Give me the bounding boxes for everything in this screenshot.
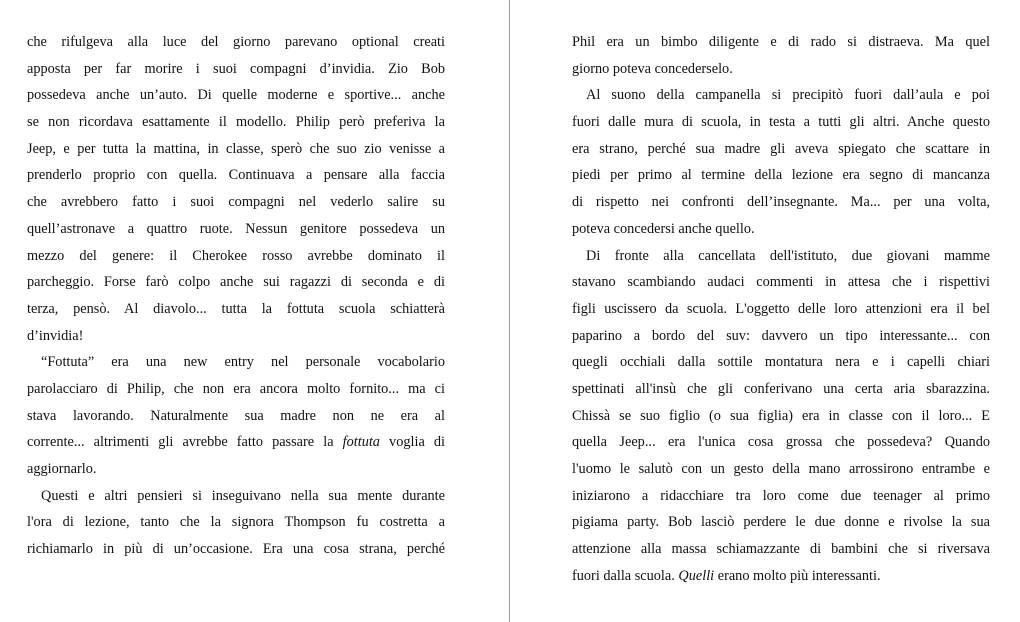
text-segment: Di fronte alla cancellata dell'istituto, due giovani mamme xyxy=(586,247,990,264)
text-line xyxy=(27,189,445,216)
text-segment: parolacciaro di Philip, che non era ancora molto fornito... ma ci xyxy=(27,380,445,397)
text-line xyxy=(572,82,990,109)
text-segment: quell’astronave a quattro ruote. Nessun genitore possedeva un xyxy=(27,220,445,237)
text-line xyxy=(572,243,990,270)
text-segment: erano molto più interessanti. xyxy=(714,567,881,584)
text-line xyxy=(572,349,990,376)
text-segment: richiamarlo in più di un’occasione. Era una cosa strana, perché xyxy=(27,541,445,558)
text-line xyxy=(572,189,990,216)
text-segment: corrente... altrimenti gli avrebbe fatto passare la xyxy=(27,434,343,451)
text-segment: parcheggio. Forse farò colpo anche sui ragazzi di seconda e di xyxy=(27,274,445,291)
text-line xyxy=(572,162,990,189)
text-line xyxy=(572,403,990,430)
text-segment: Jeep, e per tutta la mattina, in classe, sperò che suo zio venisse a xyxy=(27,140,445,157)
text-line xyxy=(27,536,445,563)
text-segment: che avrebbero fatto i suoi compagni nel vederlo salire su xyxy=(27,194,445,211)
text-segment: che rifulgeva alla luce del giorno parevano optional creati xyxy=(27,34,445,50)
text-segment: d’invidia! xyxy=(27,327,84,344)
text-segment: giorno poteva concederselo. xyxy=(572,60,733,77)
text-segment: spettinati all'insù che gli conferivano una certa aria sbarazzina. xyxy=(572,380,990,397)
text-line xyxy=(27,483,445,510)
text-segment: apposta per far morire i suoi compagni d’invidia. Zio Bob xyxy=(27,60,445,77)
text-segment: voglia di xyxy=(379,434,445,451)
text-segment: iniziarono a ridacchiare tra loro come due teenager al primo xyxy=(572,487,990,504)
text-segment: stava lavorando. Naturalmente sua madre non ne era al xyxy=(27,407,445,424)
text-segment: paparino a bordo del suv: davvero un tipo interessante... con xyxy=(572,327,990,344)
text-segment: terza, pensò. Al diavolo... tutta la fottuta scuola schiatterà xyxy=(27,300,445,317)
text-line xyxy=(27,456,445,483)
text-line xyxy=(27,349,445,376)
text-segment: Al suono della campanella si precipitò fuori dall’aula e poi xyxy=(586,87,990,104)
text-line xyxy=(572,29,990,56)
text-line xyxy=(572,323,990,350)
italic-text: fottuta xyxy=(342,434,380,451)
text-segment: se non ricordava esattamente il modello. Philip però preferiva la xyxy=(27,114,445,131)
text-line xyxy=(27,56,445,83)
text-line xyxy=(572,269,990,296)
text-line xyxy=(27,162,445,189)
text-line xyxy=(27,509,445,536)
text-line xyxy=(27,136,445,163)
text-segment: aggiornarlo. xyxy=(27,461,97,477)
text-line xyxy=(572,509,990,536)
text-segment: era strano, perché sua madre gli aveva spiegato che scattare in xyxy=(572,140,990,157)
text-segment: pigiama party. Bob lasciò perdere le due donne e rivolse la sua xyxy=(572,514,990,531)
text-line xyxy=(27,109,445,136)
text-segment: figli uscissero da scuola. L'oggetto delle loro attenzioni era il bel xyxy=(572,300,990,317)
text-line xyxy=(27,403,445,430)
text-segment: fuori dalle mura di scuola, in testa a tutti gli altri. Anche questo xyxy=(572,114,990,131)
text-line xyxy=(572,109,990,136)
italic-text: Quelli xyxy=(678,567,715,584)
left-page xyxy=(27,29,445,563)
text-line xyxy=(27,82,445,109)
text-line xyxy=(572,429,990,456)
text-segment: fuori dalla scuola. xyxy=(572,567,679,584)
text-line xyxy=(27,243,445,270)
text-line xyxy=(27,269,445,296)
page-divider xyxy=(509,0,510,622)
text-line xyxy=(27,323,445,350)
text-line xyxy=(27,376,445,403)
text-line xyxy=(27,429,445,456)
text-segment: l'ora di lezione, tanto che la signora Thompson fu costretta a xyxy=(27,514,445,531)
text-segment: l'uomo le salutò con un gesto della mano arrossirono entrambe e xyxy=(572,461,990,477)
text-line xyxy=(572,483,990,510)
text-segment: mezzo del genere: il Cherokee rosso avrebbe dominato il xyxy=(27,247,445,264)
text-line xyxy=(572,376,990,403)
text-segment: quella Jeep... era l'unica cosa grossa che possedeva? Quando xyxy=(572,434,990,451)
text-line xyxy=(27,29,445,56)
text-segment: prenderlo proprio con quella. Continuava a pensare alla faccia xyxy=(27,167,445,184)
text-segment: piedi per primo al termine della lezione era segno di mancanza xyxy=(572,167,990,184)
text-segment: di rispetto nei confronti dell’insegnante. Ma... per una volta, xyxy=(572,194,990,211)
text-line xyxy=(27,216,445,243)
text-segment: poteva concedersi anche quello. xyxy=(572,220,755,237)
text-line xyxy=(572,536,990,563)
text-segment: Chissà se suo figlio (o sua figlia) era in classe con il loro... E xyxy=(572,407,990,424)
text-segment: Phil era un bimbo diligente e di rado si distraeva. Ma quel xyxy=(572,34,990,50)
text-segment: attenzione alla massa schiamazzante di bambini che si riversava xyxy=(572,541,990,558)
text-segment: Questi e altri pensieri si inseguivano nella sua mente durante xyxy=(41,487,445,504)
text-line xyxy=(572,296,990,323)
text-line xyxy=(572,216,990,243)
text-line xyxy=(27,296,445,323)
text-line xyxy=(572,56,990,83)
text-segment: “Fottuta” era una new entry nel personale vocabolario xyxy=(41,354,445,371)
text-line xyxy=(572,563,990,590)
text-line xyxy=(572,456,990,483)
right-page xyxy=(572,29,990,589)
text-segment: quegli occhiali dalla sottile montatura nera e i capelli chiari xyxy=(572,354,990,371)
text-segment: stavano scambiando audaci commenti in attesa che i rispettivi xyxy=(572,274,990,291)
text-segment: possedeva anche un’auto. Di quelle moderne e sportive... anche xyxy=(27,87,445,104)
text-line xyxy=(572,136,990,163)
